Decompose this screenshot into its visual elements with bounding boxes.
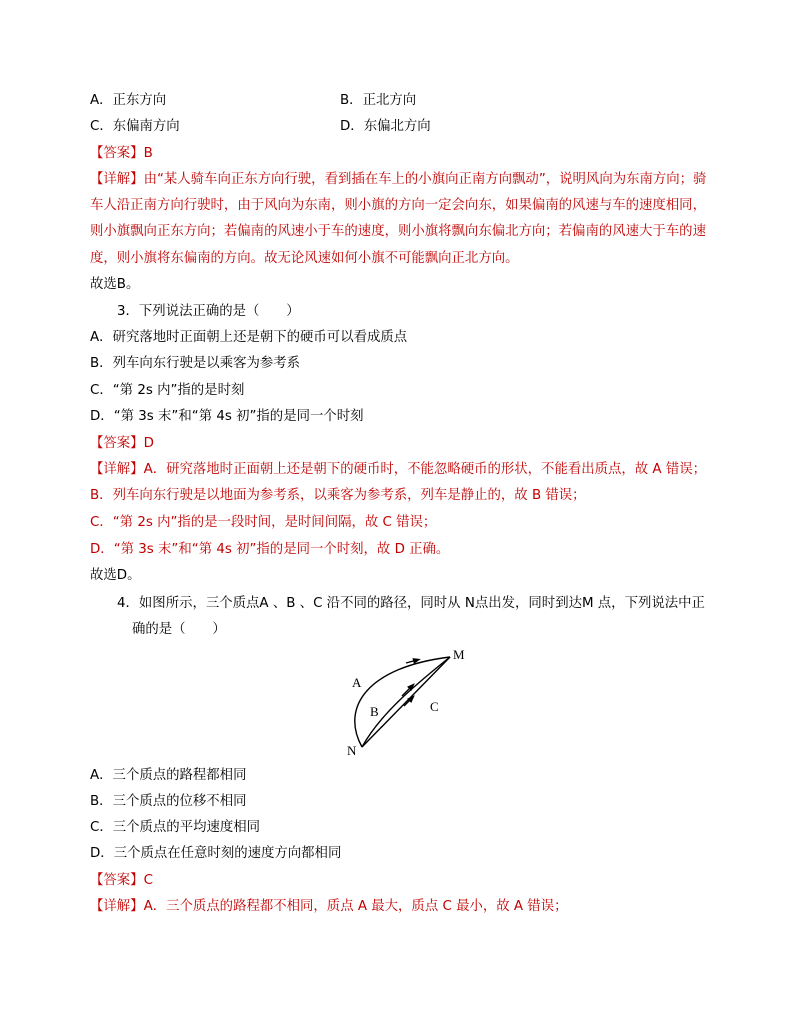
path-b-label: B: [370, 704, 379, 719]
q2-answer-line: [90, 145, 153, 163]
answer-tag: 【答案】: [90, 873, 144, 888]
q3-option-d: D．“第 3s 末”和“第 4s 初”指的是同一个时刻: [90, 409, 364, 424]
q3-detail-line-4: D．“第 3s 末”和“第 4s 初”指的是同一个时刻，故 D 正确。: [90, 542, 450, 557]
answer-value: B: [143, 146, 153, 161]
q2-option-b: B．正北方向: [340, 93, 417, 108]
q3-detail-line-2: B．列车向东行驶是以地面为参考系，以乘客为参考系，列车是静止的，故 B 错误；: [90, 488, 586, 503]
q4-answer-line: [90, 872, 153, 890]
detail-text: 由“某人骑车向正东方向行驶，看到插在车上的小旗向正南方向飘动”，说明风向为东南方向；骑: [143, 172, 707, 187]
detail-tag: 【详解】: [90, 172, 144, 187]
q3-detail-line-1: [90, 461, 706, 479]
q4-option-d: D．三个质点在任意时刻的速度方向都相同: [90, 846, 342, 861]
path-a-arrow-icon: [406, 660, 417, 663]
q4-stem-line-1: 4．如图所示，三个质点A 、B 、C 沿不同的路径，同时从 N点出发，同时到达M 点，下列说法中正: [117, 596, 705, 611]
point-n-label: N: [347, 743, 357, 757]
detail-tag: 【详解】: [90, 899, 144, 914]
q3-option-b: B．列车向东行驶是以乘客为参考系: [90, 356, 301, 371]
detail-tag: 【详解】: [90, 462, 144, 477]
q2-detail-line-1: [90, 171, 706, 189]
q3-detail-line-3: C．“第 2s 内”指的是一段时间，是时间间隔，故 C 错误；: [90, 515, 437, 530]
q2-option-c: C．东偏南方向: [90, 119, 180, 134]
q3-option-c: C．“第 2s 内”指的是时刻: [90, 383, 245, 398]
q2-option-d: D．东偏北方向: [340, 119, 431, 134]
q2-option-a: A．正东方向: [90, 93, 167, 108]
q4-detail-line-1: [90, 898, 567, 916]
path-c-label: C: [430, 699, 439, 714]
q2-detail-line-3: 则小旗飘向正东方向；若偏南的风速小于车的速度，则小旗将飘向东偏北方向；若偏南的风速大于车的速: [90, 224, 706, 239]
answer-tag: 【答案】: [90, 436, 144, 451]
q3-conclusion: 故选D。: [90, 568, 141, 583]
detail-text: A．研究落地时正面朝上还是朝下的硬币时，不能忽略硬币的形状，不能看出质点，故 A 错误；: [143, 462, 707, 477]
answer-value: C: [143, 873, 153, 888]
answer-value: D: [143, 436, 154, 451]
q4-stem-line-2: 确的是（ ）: [132, 622, 226, 637]
detail-text: A．三个质点的路程都不相同，质点 A 最大，质点 C 最小，故 A 错误；: [143, 899, 568, 914]
q3-option-a: A．研究落地时正面朝上还是朝下的硬币可以看成质点: [90, 330, 408, 345]
point-m-label: M: [453, 647, 465, 662]
q2-detail-line-2: 车人沿正南方向行驶时，由于风向为东南，则小旗的方向一定会向东，如果偏南的风速与车的速度相同，: [90, 198, 706, 213]
q2-detail-line-4: 度，则小旗将东偏南的方向。故无论风速如何小旗不可能飘向正北方向。: [90, 251, 519, 266]
answer-tag: 【答案】: [90, 146, 144, 161]
path-diagram: [340, 645, 470, 757]
q4-option-c: C．三个质点的平均速度相同: [90, 820, 261, 835]
q2-conclusion: 故选B。: [90, 277, 140, 292]
q4-option-a: A．三个质点的路程都相同: [90, 768, 247, 783]
q3-stem: 3．下列说法正确的是（ ）: [117, 304, 300, 319]
path-a-label: A: [352, 675, 362, 690]
q3-answer-line: [90, 435, 154, 453]
q4-option-b: B．三个质点的位移不相同: [90, 794, 247, 809]
